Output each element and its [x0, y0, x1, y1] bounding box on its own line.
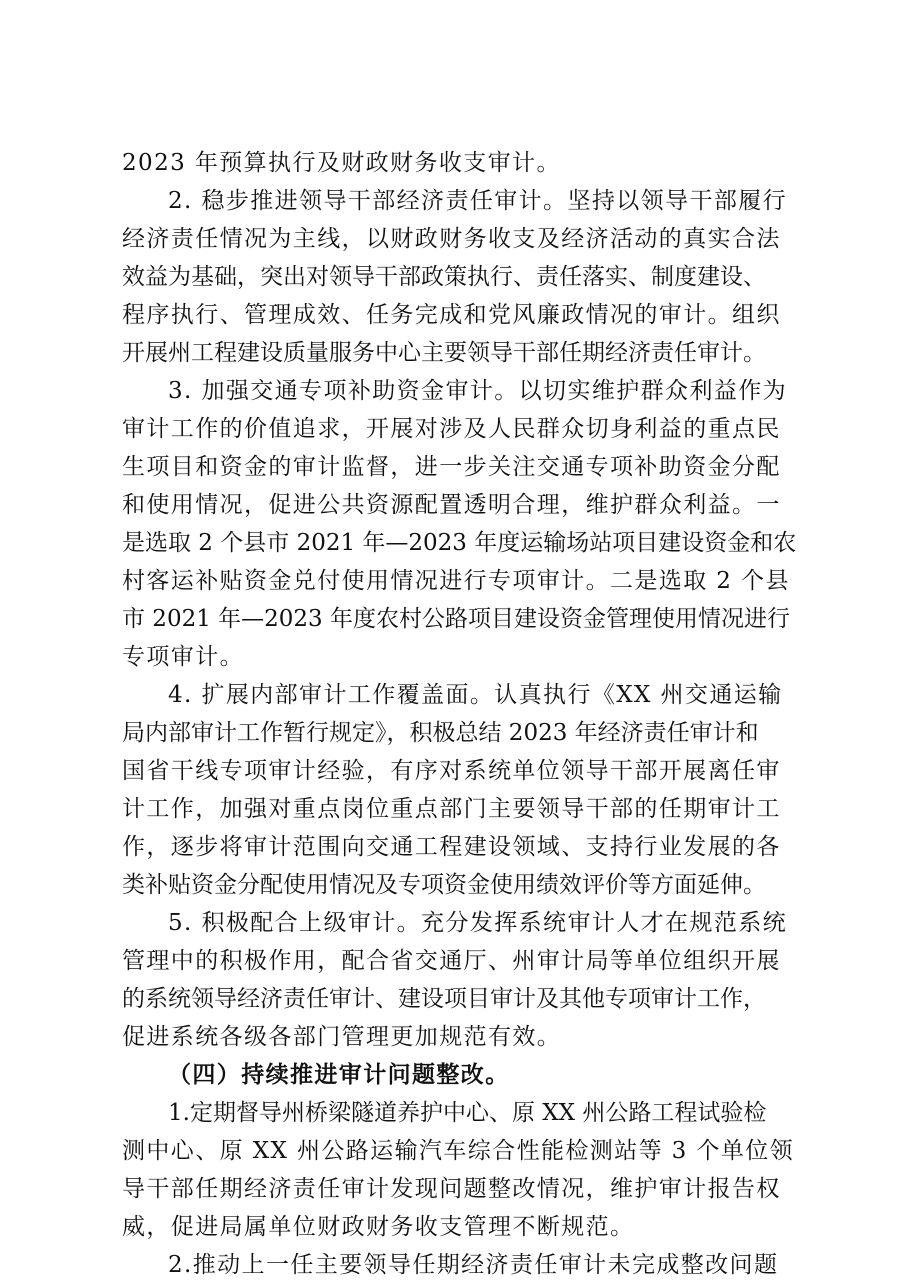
paragraph-line: 计工作，加强对重点岗位重点部门主要领导干部的任期审计工: [122, 796, 781, 822]
paragraph-line: 促进系统各级各部门管理更加规范有效。: [122, 1024, 562, 1050]
paragraph-line: 和使用情况，促进公共资源配置透明合理，维护群众利益。一: [122, 492, 781, 518]
paragraph-line: 生项目和资金的审计监督，进一步关注交通专项补助资金分配: [122, 454, 781, 480]
paragraph-line: 国省干线专项审计经验，有序对系统单位领导干部开展离任审: [122, 758, 781, 784]
paragraph-line: 是选取 2 个县市 2021 年—2023 年度运输场站项目建设资金和农: [122, 530, 797, 556]
paragraph-line: 威，促进局属单位财政财务收支管理不断规范。: [122, 1214, 635, 1240]
paragraph-line: 市 2021 年—2023 年度农村公路项目建设资金管理使用情况进行: [122, 606, 790, 632]
paragraph-line: 程序执行、管理成效、任务完成和党风廉政情况的审计。组织: [122, 302, 781, 328]
paragraph-line: 局内部审计工作暂行规定》，积极总结 2023 年经济责任审计和: [122, 720, 759, 746]
paragraph-line: 导干部任期经济责任审计发现问题整改情况，维护审计报告权: [122, 1176, 781, 1202]
paragraph-line: 的系统领导经济责任审计、建设项目审计及其他专项审计工作，: [122, 986, 766, 1012]
paragraph-line: 测中心、原 XX 州公路运输汽车综合性能检测站等 3 个单位领: [122, 1138, 795, 1164]
paragraph-line: 管理中的积极作用，配合省交通厅、州审计局等单位组织开展: [122, 948, 781, 974]
paragraph-line: 专项审计。: [122, 644, 244, 670]
paragraph-line: 3. 加强交通专项补助资金审计。以切实维护群众利益作为: [168, 378, 788, 404]
paragraph-line: 2.推动上一任主要领导任期经济责任审计未完成整改问题: [168, 1252, 779, 1278]
paragraph-line: 开展州工程建设质量服务中心主要领导干部任期经济责任审计。: [122, 340, 766, 366]
paragraph-line: 类补贴资金分配使用情况及专项资金使用绩效评价等方面延伸。: [122, 872, 766, 898]
paragraph-line: 作，逐步将审计范围向交通工程建设领域、支持行业发展的各: [122, 834, 781, 860]
paragraph-line: 审计工作的价值追求，开展对涉及人民群众切身利益的重点民: [122, 416, 781, 442]
paragraph-line: 村客运补贴资金兑付使用情况进行专项审计。二是选取 2 个县: [122, 568, 790, 594]
paragraph-line: 1.定期督导州桥梁隧道养护中心、原 XX 州公路工程试验检: [168, 1100, 767, 1126]
section-heading: （四）持续推进审计问题整改。: [168, 1061, 510, 1088]
paragraph-line: 效益为基础，突出对领导干部政策执行、责任落实、制度建设、: [122, 264, 766, 290]
paragraph-line: 经济责任情况为主线，以财政财务收支及经济活动的真实合法: [122, 226, 781, 252]
paragraph-line: 2023 年预算执行及财政财务收支审计。: [122, 150, 561, 176]
paragraph-line: 4. 扩展内部审计工作覆盖面。认真执行《XX 州交通运输: [168, 682, 783, 708]
paragraph-line: 5. 积极配合上级审计。充分发挥系统审计人才在规范系统: [168, 910, 788, 936]
paragraph-line: 2. 稳步推进领导干部经济责任审计。坚持以领导干部履行: [168, 188, 788, 214]
